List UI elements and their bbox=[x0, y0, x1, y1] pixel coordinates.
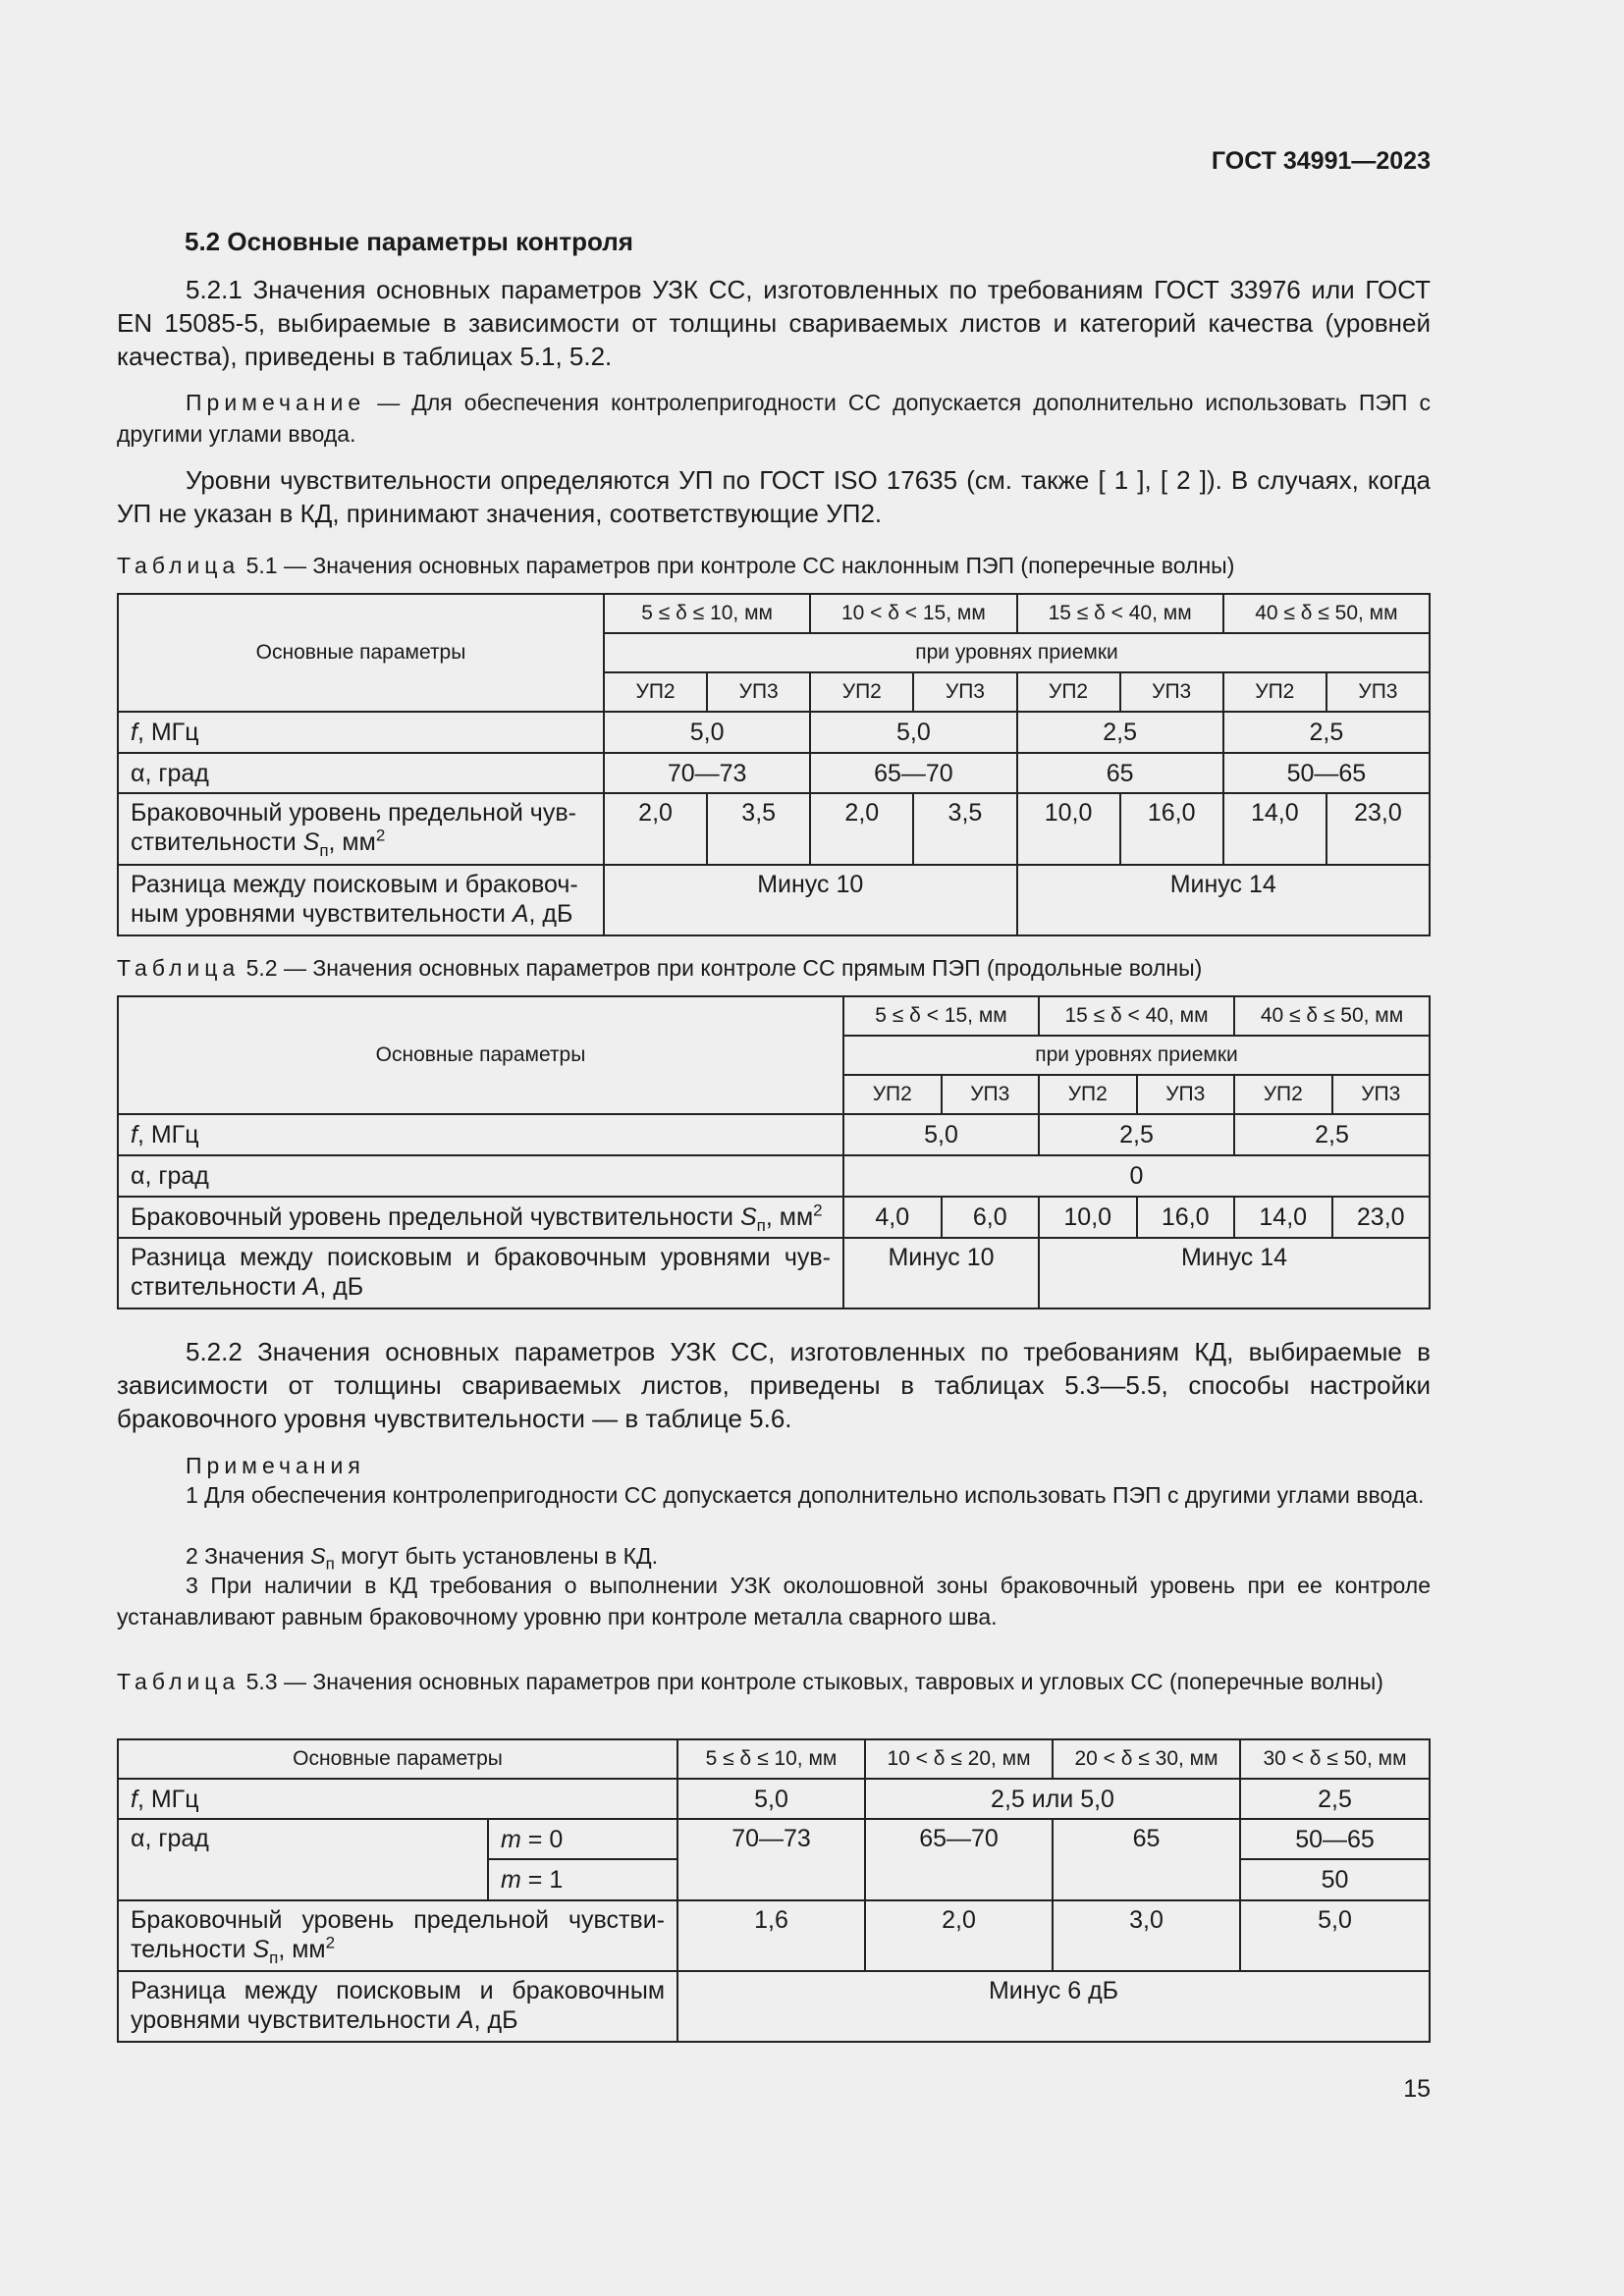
table-cell: 2,5 bbox=[1240, 1779, 1430, 1819]
table-cell: 2,5 bbox=[1039, 1114, 1234, 1155]
table-5-1-caption bbox=[117, 551, 1431, 581]
table-label: Таблица bbox=[117, 553, 241, 578]
table-cell: 2,5 или 5,0 bbox=[865, 1779, 1240, 1819]
table-cell: 0 bbox=[843, 1155, 1430, 1197]
note-item-3: 3 При наличии в КД требования о выполнении УЗК околошовной зоны браковочный уровень при ее контроле устанавливают равным браковочному уровню при контроле металла сварного шва. bbox=[117, 1573, 1431, 1629]
table-cell: 65—70 bbox=[865, 1819, 1053, 1900]
table-cell: 50—65 bbox=[1223, 753, 1430, 793]
table-cell: 3,0 bbox=[1053, 1900, 1240, 1971]
level-header: УП2 bbox=[1223, 672, 1326, 712]
table-cell: 5,0 bbox=[1240, 1900, 1430, 1971]
range-header: 30 < δ ≤ 50, мм bbox=[1240, 1739, 1430, 1779]
table-cell: 2,5 bbox=[1223, 712, 1430, 753]
paragraph-5-2-2: 5.2.2 Значения основных параметров УЗК СС, изготовленных по требованиям КД, выбираемые в зависимости от толщины свариваемых листов, приведены в таблицах 5.3—5.5, способы настройки браковочного уровня чувствительности — в таблице 5.6. bbox=[117, 1337, 1431, 1433]
table-cell: Минус 14 bbox=[1017, 865, 1431, 935]
table-cell: 14,0 bbox=[1234, 1197, 1332, 1238]
table-cell: 2,0 bbox=[810, 793, 913, 865]
note-item-1: 1 Для обеспечения контролепригодности СС допускается дополнительно использовать ПЭП с другими углами ввода. bbox=[186, 1482, 1425, 1508]
range-header: 5 ≤ δ < 15, мм bbox=[843, 996, 1039, 1036]
table-cell: Минус 10 bbox=[843, 1238, 1039, 1308]
row-label-level-difference: Разница между поисковым и браковочным уровнями чув- ствительности A, дБ bbox=[118, 1238, 843, 1308]
table-cell: 2,5 bbox=[1234, 1114, 1430, 1155]
row-label-level-difference: Разница между поисковым и браковочным уровнями чувствительности A, дБ bbox=[118, 1971, 677, 2042]
table-cell: 65 bbox=[1017, 753, 1223, 793]
level-header: УП2 bbox=[1017, 672, 1120, 712]
row-label-rejection-level: Браковочный уровень предельной чувстви- тельности $S_п$, $мм^2$ bbox=[118, 1900, 677, 1971]
table-label: Таблица bbox=[117, 1669, 241, 1694]
table-cell: 5,0 bbox=[677, 1779, 865, 1819]
acceptance-header: при уровнях приемки bbox=[843, 1036, 1430, 1075]
table-cell: 1,6 bbox=[677, 1900, 865, 1971]
table-cell: 5,0 bbox=[604, 712, 810, 753]
param-header: Основные параметры bbox=[118, 594, 604, 712]
range-header: 20 < δ ≤ 30, мм bbox=[1053, 1739, 1240, 1779]
range-header: 40 ≤ δ ≤ 50, мм bbox=[1223, 594, 1430, 633]
table-cell: 2,0 bbox=[604, 793, 707, 865]
param-header: Основные параметры bbox=[118, 1739, 677, 1779]
level-header: УП3 bbox=[1326, 672, 1430, 712]
range-header: 10 < δ ≤ 20, мм bbox=[865, 1739, 1053, 1779]
level-header: УП3 bbox=[1137, 1075, 1235, 1114]
level-header: УП2 bbox=[1234, 1075, 1332, 1114]
table-5-3-caption bbox=[117, 1667, 1431, 1697]
table-cell: 2,0 bbox=[865, 1900, 1053, 1971]
table-cell: 10,0 bbox=[1039, 1197, 1137, 1238]
table-cell: Минус 14 bbox=[1039, 1238, 1430, 1308]
table-cell: 50—65 bbox=[1240, 1819, 1430, 1859]
table-5-2-caption bbox=[117, 953, 1431, 984]
row-label-frequency: f, МГц bbox=[118, 1114, 843, 1155]
table-cell: 3,5 bbox=[707, 793, 810, 865]
level-header: УП2 bbox=[810, 672, 913, 712]
table-cell: 10,0 bbox=[1017, 793, 1120, 865]
level-header: УП2 bbox=[1039, 1075, 1137, 1114]
table-cell: 2,5 bbox=[1017, 712, 1223, 753]
row-label-frequency: f, МГц bbox=[118, 712, 604, 753]
level-header: УП3 bbox=[707, 672, 810, 712]
table-cell: 65 bbox=[1053, 1819, 1240, 1900]
row-label-angle: α, град bbox=[118, 1819, 488, 1900]
paragraph-levels: Уровни чувствительности определяются УП по ГОСТ ISO 17635 (см. также [ 1 ], [ 2 ]). В случаях, когда УП не указан в КД, принимают значения, соответствующие УП2. bbox=[117, 465, 1431, 528]
table-cell: Минус 10 bbox=[604, 865, 1017, 935]
row-label-angle: α, град bbox=[118, 1155, 843, 1197]
range-header: 5 ≤ δ ≤ 10, мм bbox=[604, 594, 810, 633]
level-header: УП3 bbox=[913, 672, 1016, 712]
table-cell: 70—73 bbox=[604, 753, 810, 793]
table-cell: 14,0 bbox=[1223, 793, 1326, 865]
level-header: УП3 bbox=[942, 1075, 1040, 1114]
table-cell: 23,0 bbox=[1332, 1197, 1431, 1238]
table-cell: 5,0 bbox=[810, 712, 1016, 753]
m1-label: m = 1 bbox=[488, 1859, 677, 1900]
row-label-rejection-level: Браковочный уровень предельной чув- ствительности $S_п$, $мм^2$ bbox=[118, 793, 604, 865]
note-1 bbox=[117, 387, 1431, 450]
param-header: Основные параметры bbox=[118, 996, 843, 1114]
table-5-1 bbox=[117, 593, 1431, 936]
table-label: Таблица bbox=[117, 955, 241, 981]
table-cell: 4,0 bbox=[843, 1197, 942, 1238]
table-5-2 bbox=[117, 995, 1431, 1309]
acceptance-header: при уровнях приемки bbox=[604, 633, 1430, 672]
page-number: 15 bbox=[1403, 2075, 1431, 2103]
notes-label: Примечания bbox=[186, 1453, 365, 1478]
table-caption-text: 5.2 — Значения основных параметров при контроле СС прямым ПЭП (продольные волны) bbox=[240, 955, 1203, 981]
paragraph-5-2-1: 5.2.1 Значения основных параметров УЗК СС, изготовленных по требованиям ГОСТ 33976 или ГОСТ EN 15085-5, выбираемые в зависимости от толщины свариваемых листов и категорий качества (уровней качества), приведены в таблицах 5.1, 5.2. bbox=[117, 275, 1431, 371]
document-standard-number: ГОСТ 34991—2023 bbox=[1211, 147, 1431, 175]
table-cell: 65—70 bbox=[810, 753, 1016, 793]
table-5-3 bbox=[117, 1738, 1431, 2043]
table-cell: 6,0 bbox=[942, 1197, 1040, 1238]
table-caption-text: 5.1 — Значения основных параметров при контроле СС наклонным ПЭП (поперечные волны) bbox=[240, 553, 1235, 578]
level-header: УП2 bbox=[843, 1075, 942, 1114]
table-cell: 3,5 bbox=[913, 793, 1016, 865]
m0-label: m = 0 bbox=[488, 1819, 677, 1859]
table-cell: 5,0 bbox=[843, 1114, 1039, 1155]
row-label-frequency: f, МГц bbox=[118, 1779, 677, 1819]
note-text: — Для обеспечения контролепригодности СС допускается дополнительно использовать ПЭП с другими углами ввода. bbox=[117, 390, 1431, 447]
table-cell: 16,0 bbox=[1137, 1197, 1235, 1238]
table-cell: Минус 6 дБ bbox=[677, 1971, 1430, 2042]
section-title: 5.2 Основные параметры контроля bbox=[185, 227, 633, 256]
table-cell: 16,0 bbox=[1120, 793, 1223, 865]
range-header: 15 ≤ δ < 40, мм bbox=[1017, 594, 1223, 633]
range-header: 15 ≤ δ < 40, мм bbox=[1039, 996, 1234, 1036]
row-label-angle: α, град bbox=[118, 753, 604, 793]
range-header: 10 < δ < 15, мм bbox=[810, 594, 1016, 633]
table-caption-text: 5.3 — Значения основных параметров при контроле стыковых, тавровых и угловых СС (поперечные волны) bbox=[240, 1669, 1383, 1694]
level-header: УП3 bbox=[1332, 1075, 1431, 1114]
table-cell: 70—73 bbox=[677, 1819, 865, 1900]
row-label-level-difference: Разница между поисковым и браковоч- ным уровнями чувствительности A, дБ bbox=[118, 865, 604, 935]
table-cell: 50 bbox=[1240, 1859, 1430, 1900]
table-cell: 23,0 bbox=[1326, 793, 1430, 865]
note-item-2: 2 Значения $S_п$ могут быть установлены в КД. bbox=[186, 1543, 659, 1574]
range-header: 40 ≤ δ ≤ 50, мм bbox=[1234, 996, 1430, 1036]
note-label: Примечание bbox=[186, 390, 366, 415]
row-label-rejection-level: Браковочный уровень предельной чувствительности $S_п$, $мм^2$ bbox=[118, 1197, 843, 1238]
level-header: УП2 bbox=[604, 672, 707, 712]
range-header: 5 ≤ δ ≤ 10, мм bbox=[677, 1739, 865, 1779]
level-header: УП3 bbox=[1120, 672, 1223, 712]
